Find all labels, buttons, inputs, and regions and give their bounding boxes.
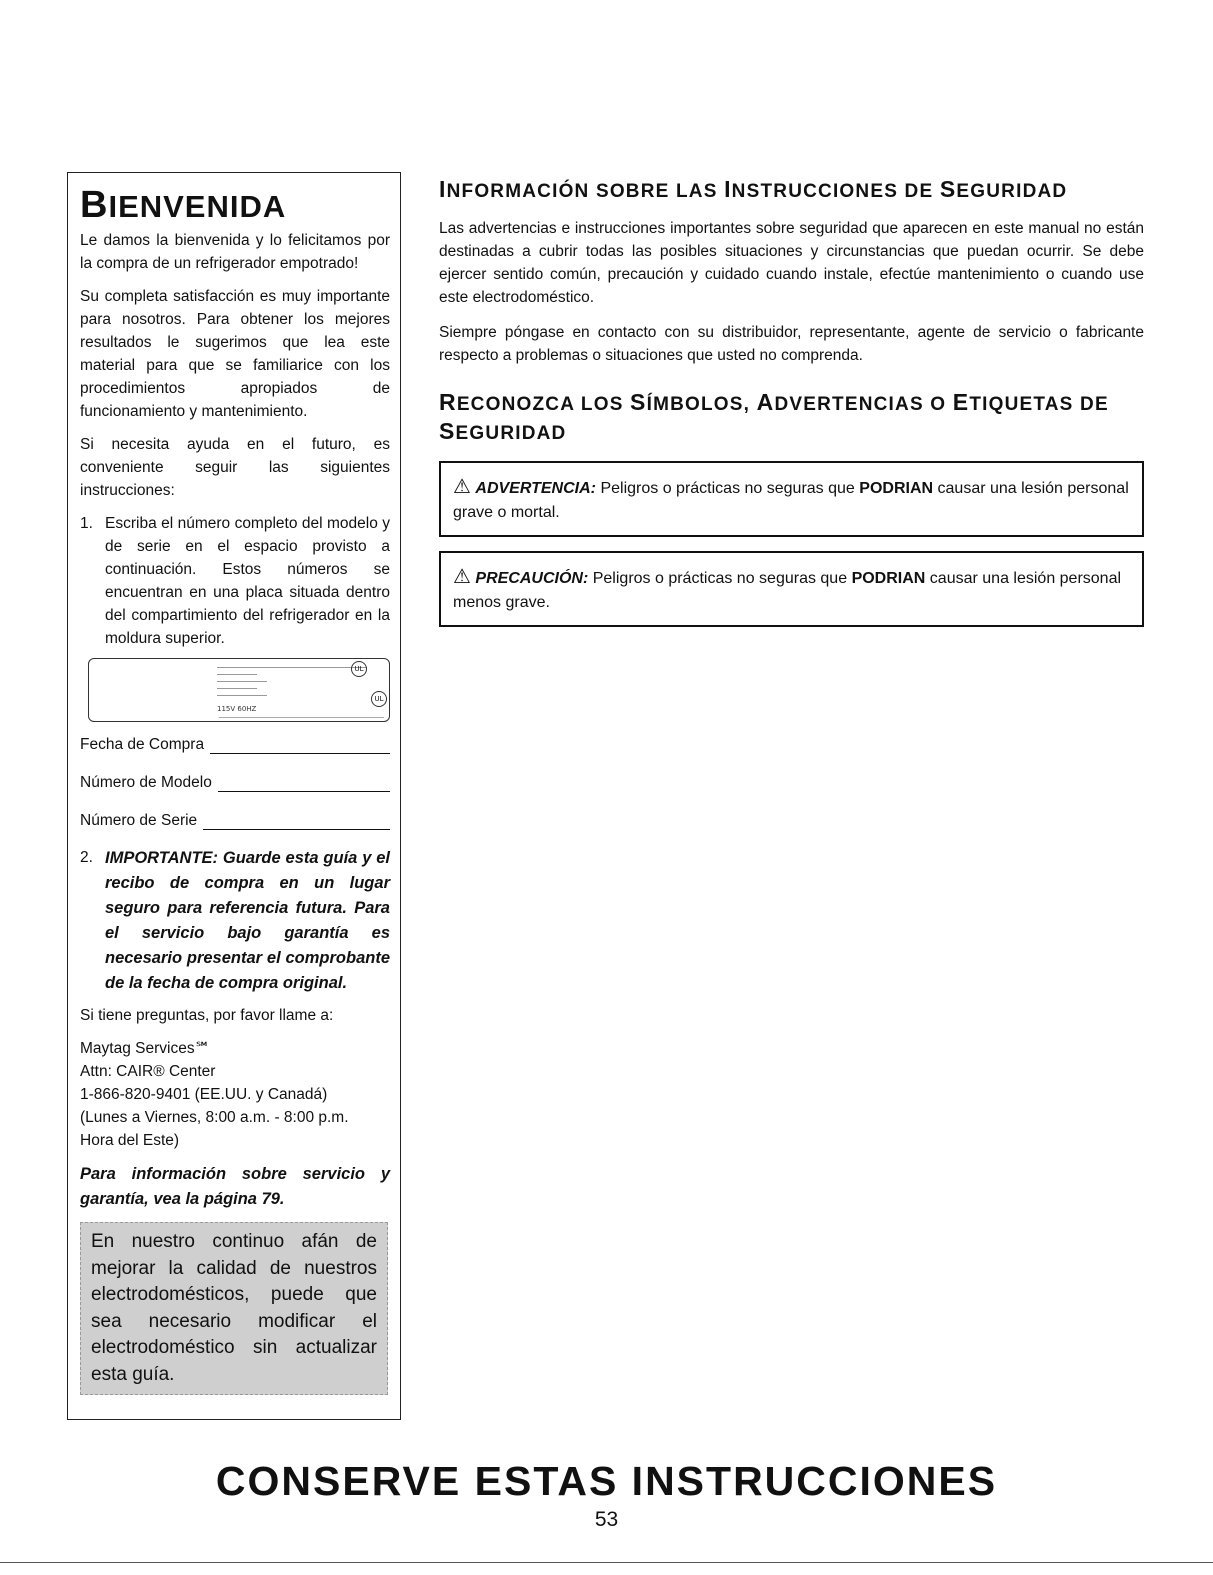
plate-voltage: 115V 60HZ xyxy=(217,705,257,713)
serial-number-line[interactable] xyxy=(203,812,390,830)
safety-info-paragraph-1: Las advertencias e instrucciones importantes sobre seguridad que aparecen en este manual no están destinadas a cubrir todas las posibles situaciones y circunstancias que puedan ocurrir. Se debe ejercer sentido común, precaución y cuidado cuando instale, efectúe mantenimiento o cuando use este electrodoméstico. xyxy=(439,220,1144,306)
contact-timezone: Hora del Este) xyxy=(80,1132,180,1149)
warning-title: ADVERTENCIA: xyxy=(475,480,596,497)
safety-column xyxy=(439,176,1144,641)
ul-logo-icon: UL xyxy=(371,691,387,707)
safety-info-paragraph-2: Siempre póngase en contacto con su distribuidor, representante, agente de servicio o fabricante respecto a problemas o situaciones que usted no comprenda. xyxy=(439,324,1144,364)
serial-number-field[interactable]: Número de Serie xyxy=(80,808,390,830)
satisfaction-paragraph: Su completa satisfacción es muy importante para nosotros. Para obtener los mejores resultados le sugerimos que lea este material para que se familiarice con los procedimientos apropiados de funcionamiento y mantenimiento. xyxy=(80,288,390,420)
bottom-rule xyxy=(0,1562,1213,1563)
step-1: 1. Escriba el número completo del modelo y de serie en el espacio provisto a continuación. Estos números se encuentran en una placa situada dentro del compartimiento del refrigerador en la moldura superior. xyxy=(80,515,390,647)
improvement-note: En nuestro continuo afán de mejorar la calidad de nuestros electrodomésticos, puede que sea necesario modificar el electrodoméstico sin actualizar esta guía. xyxy=(80,1222,388,1395)
welcome-paragraph: Le damos la bienvenida y lo felicitamos por la compra de un refrigerador empotrado! xyxy=(80,232,390,272)
contact-attn: Attn: CAIR® Center xyxy=(80,1063,216,1080)
purchase-date-field[interactable]: Fecha de Compra xyxy=(80,732,390,754)
footer-title: CONSERVE ESTAS INSTRUCCIONES xyxy=(215,1458,998,1504)
symbols-heading: RECONOZCA LOS SÍMBOLOS, ADVERTENCIAS O ETIQUETAS DE SEGURIDAD xyxy=(439,389,1109,444)
caution-title: PRECAUCIÓN: xyxy=(475,570,589,587)
help-paragraph: Si necesita ayuda en el futuro, es conveniente seguir las siguientes instrucciones: xyxy=(80,436,390,499)
safety-info-heading: INFORMACIÓN SOBRE LAS INSTRUCCIONES DE SEGURIDAD xyxy=(439,176,1068,202)
caution-triangle-icon: ⚠ xyxy=(453,566,471,588)
serial-plate-illustration xyxy=(88,658,390,722)
plate-fineprint xyxy=(219,717,384,718)
contact-phone: 1-866-820-9401 (EE.UU. y Canadá) xyxy=(80,1086,328,1103)
plate-text-lines xyxy=(217,667,367,702)
questions-text: Si tiene preguntas, por favor llame a: xyxy=(80,1007,334,1024)
warning-box: ⚠ ADVERTENCIA: Peligros o prácticas no seguras que PODRIAN causar una lesión personal grave o mortal. xyxy=(439,461,1144,537)
model-number-field[interactable]: Número de Modelo xyxy=(80,770,390,792)
welcome-box xyxy=(67,172,401,1420)
contact-block xyxy=(80,1037,390,1152)
contact-hours: (Lunes a Viernes, 8:00 a.m. - 8:00 p.m. xyxy=(80,1109,349,1126)
page-number: 53 xyxy=(594,1508,619,1531)
model-number-line[interactable] xyxy=(218,774,390,792)
ul-logo-icon: UL xyxy=(351,661,367,677)
contact-company: Maytag Services℠ xyxy=(80,1040,211,1057)
welcome-title: BIENVENIDA xyxy=(80,184,287,226)
step-2: 2. IMPORTANTE: Guarde esta guía y el recibo de compra en un lugar seguro para referencia futura. Para el servicio bajo garantía es necesario presentar el comprobante de la fecha de compra original. xyxy=(80,849,390,992)
caution-box: ⚠ PRECAUCIÓN: Peligros o prácticas no seguras que PODRIAN causar una lesión personal menos grave. xyxy=(439,551,1144,627)
purchase-date-line[interactable] xyxy=(210,736,390,754)
warning-triangle-icon: ⚠ xyxy=(453,476,471,498)
warranty-note: Para información sobre servicio y garantía, vea la página 79. xyxy=(80,1165,390,1208)
